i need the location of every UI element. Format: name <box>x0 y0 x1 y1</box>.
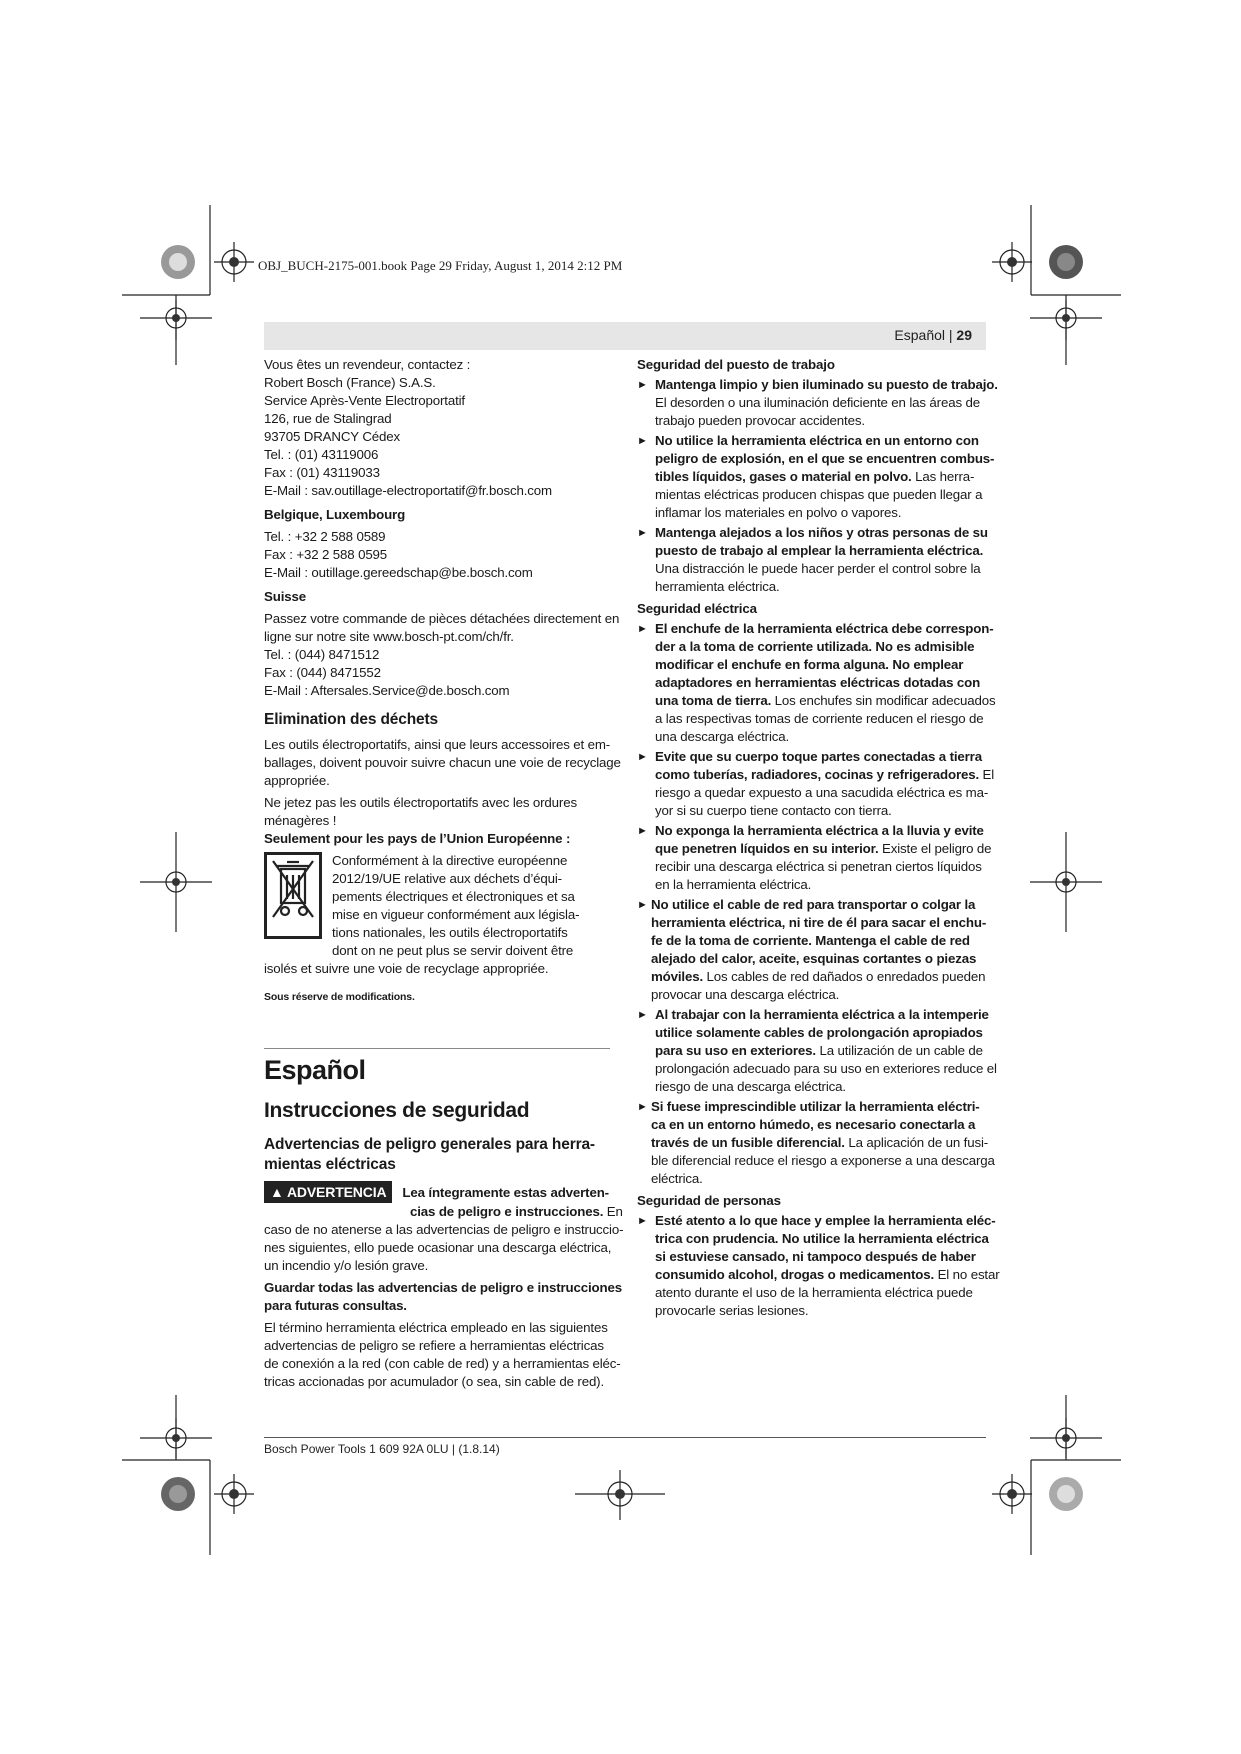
text-line: Vous êtes un revendeur, contactez : <box>264 357 471 372</box>
bullet-line <box>651 1134 999 1152</box>
bullet-line <box>655 692 999 710</box>
bullet-item <box>637 376 999 430</box>
text-line: E-Mail : outillage.gereedschap@be.bosch.com <box>264 565 533 580</box>
page-header-bar <box>264 322 986 350</box>
bullet-line <box>655 412 999 430</box>
normal-text: provocar una descarga eléctrica. <box>651 987 840 1002</box>
text-line: El término herramienta eléctrica empleado en las siguientes <box>264 1320 608 1335</box>
text-line: Passez votre commande de pièces détachées directement en <box>264 611 620 626</box>
text-line: Fax : (044) 8471552 <box>264 665 381 680</box>
text-line: Robert Bosch (France) S.A.S. <box>264 375 436 390</box>
bullet-item <box>637 620 999 746</box>
puesto-list <box>637 376 999 596</box>
bullet-line <box>655 1248 999 1266</box>
text-line: Tel. : (044) 8471512 <box>264 647 380 662</box>
normal-text: El no estar <box>934 1267 1000 1282</box>
warning-badge-label: ADVERTENCIA <box>286 1184 387 1200</box>
warning-text <box>264 1221 624 1275</box>
text-line: tricas accionadas por acumulador (o sea, sin cable de red). <box>264 1374 605 1389</box>
bullet-line <box>655 802 999 820</box>
reserve-note: Sous réserve de modifications. <box>264 991 415 1003</box>
bold-text: adaptadores en herramientas eléctricas dotadas con <box>655 675 981 690</box>
bullet-line <box>655 504 999 522</box>
bold-text: consumido alcohol, drogas o medicamentos. <box>655 1267 935 1282</box>
text-line: tions nationales, les outils électroportatifs <box>332 925 568 940</box>
text-line: ballages, doivent pouvoir suivre chacun une voie de recyclage <box>264 755 621 770</box>
bullet-arrow-icon: ► <box>637 825 648 837</box>
bullet-arrow-icon: ► <box>637 379 648 391</box>
bold-text: Mantenga limpio y bien iluminado su puesto de trabajo. <box>655 377 998 392</box>
text-line: mise en vigueur conformément aux législa- <box>332 907 580 922</box>
bold-text: Evite que su cuerpo toque partes conectadas a tierra <box>655 749 982 764</box>
warning-bold-2: cias de peligro e instrucciones. <box>410 1204 604 1219</box>
text-line: mientas eléctricas <box>264 1156 396 1173</box>
normal-text: herramienta eléctrica. <box>655 579 780 594</box>
bold-text: móviles. <box>651 969 704 984</box>
text-line: Ne jetez pas les outils électroportatifs avec les ordures <box>264 795 577 810</box>
normal-text: eléctrica. <box>651 1171 703 1186</box>
bullet-line <box>655 376 999 394</box>
normal-text: La aplicación de un fusi- <box>844 1135 989 1150</box>
bullet-line <box>655 1302 999 1320</box>
warning-bold-1: Lea íntegramente estas adverten- <box>402 1185 609 1200</box>
bullet-line <box>655 1266 999 1284</box>
elimination-paragraph-2 <box>264 794 612 830</box>
bullet-arrow-icon: ► <box>637 623 648 635</box>
bullet-item <box>637 1006 999 1096</box>
bullet-line <box>651 914 999 932</box>
text-line: E-Mail : sav.outillage-electroportatif@fr.bosch.com <box>264 483 552 498</box>
bullet-line <box>655 450 999 468</box>
bullet-line <box>655 1024 999 1042</box>
text-line: Fax : +32 2 588 0595 <box>264 547 388 562</box>
belgique-contact <box>264 528 612 582</box>
bullet-line <box>655 1042 999 1060</box>
text-line: Service Après-Vente Electroportatif <box>264 393 465 408</box>
bullet-line <box>655 840 999 858</box>
guardar-text <box>264 1279 622 1315</box>
text-line: Tel. : (01) 43119006 <box>264 447 379 462</box>
bullet-line <box>651 950 999 968</box>
bullet-line <box>655 748 999 766</box>
bullet-line <box>651 932 999 950</box>
bullet-line <box>655 542 999 560</box>
bold-text: ca en un entorno húmedo, es necesario conectarla a <box>651 1117 976 1132</box>
bullet-line <box>651 1170 999 1188</box>
text-line: Fax : (01) 43119033 <box>264 465 380 480</box>
bullet-line <box>655 728 999 746</box>
bullet-line <box>655 674 999 692</box>
weee-block <box>264 852 612 960</box>
bullet-line <box>655 578 999 596</box>
bullet-line <box>655 1284 999 1302</box>
text-line: Tel. : +32 2 588 0589 <box>264 529 386 544</box>
weee-crossed-bin-icon <box>264 852 322 939</box>
belgique-title: Belgique, Luxembourg <box>264 507 406 522</box>
bold-text: herramienta eléctrica, ni tire de él para sacar el enchu- <box>651 915 987 930</box>
bullet-line <box>655 1212 999 1230</box>
bold-text: tibles líquidos, gases o material en polvo. <box>655 469 912 484</box>
text-line: 93705 DRANCY Cédex <box>264 429 401 444</box>
bold-text: No utilice el cable de red para transportar o colgar la <box>651 897 976 912</box>
text-line: para futuras consultas. <box>264 1298 407 1313</box>
normal-text: en la herramienta eléctrica. <box>655 877 812 892</box>
normal-text: trabajo pueden provocar accidentes. <box>655 413 865 428</box>
normal-text: Los enchufes sin modificar adecuados <box>771 693 996 708</box>
bold-text: No exponga la herramienta eléctrica a la lluvia y evite <box>655 823 984 838</box>
bullet-item <box>637 524 999 596</box>
normal-text: mientas eléctricas producen chispas que pueden llegar a <box>655 487 983 502</box>
electrica-heading: Seguridad eléctrica <box>637 601 757 616</box>
footer-rule <box>264 1437 986 1438</box>
bullet-item <box>637 748 999 820</box>
advertencias-heading <box>264 1135 612 1175</box>
bullet-line <box>655 524 999 542</box>
bullet-item <box>637 822 999 894</box>
bold-text: fe de la toma de corriente. Mantenga el cable de red <box>651 933 970 948</box>
suisse-title: Suisse <box>264 589 306 604</box>
bold-text: través de un fusible diferencial. <box>651 1135 845 1150</box>
bullet-line <box>651 1116 999 1134</box>
bullet-line <box>651 968 999 986</box>
bullet-line <box>655 656 999 674</box>
text-line: 2012/19/UE relative aux déchets d’équi- <box>332 871 562 886</box>
normal-text: Existe el peligro de <box>878 841 992 856</box>
normal-text: El <box>979 767 995 782</box>
bold-text: alejado del calor, aceite, esquinas cortantes o piezas <box>651 951 977 966</box>
elimination-heading: Elimination des déchets <box>264 711 438 728</box>
page-number: 29 <box>956 327 972 343</box>
text-line: Conformément à la directive européenne <box>332 853 568 868</box>
normal-text: Los cables de red dañados o enredados pueden <box>703 969 986 984</box>
bullet-line <box>655 394 999 412</box>
bullet-arrow-icon: ► <box>637 899 648 911</box>
text-line: dont on ne peut plus se servir doivent être <box>332 943 574 958</box>
section-heading: Instrucciones de seguridad <box>264 1099 530 1122</box>
text-line: pements électriques et électroniques et sa <box>332 889 575 904</box>
france-contact <box>264 356 612 500</box>
text-line: E-Mail : Aftersales.Service@de.bosch.com <box>264 683 510 698</box>
bullet-arrow-icon: ► <box>637 527 648 539</box>
suisse-contact <box>264 610 620 700</box>
bold-text: para su uso en exteriores. <box>655 1043 816 1058</box>
electrica-list <box>637 620 999 1188</box>
normal-text: recibir una descarga eléctrica si penetran ciertos líquidos <box>655 859 982 874</box>
bullet-line <box>651 1098 999 1116</box>
normal-text: Las herra- <box>911 469 975 484</box>
text-line: nes siguientes, ello puede ocasionar una descarga eléctrica, <box>264 1240 612 1255</box>
text-line: advertencias de peligro se refiere a herramientas eléctricas <box>264 1338 604 1353</box>
normal-text: Una distracción le puede hacer perder el control sobre la <box>655 561 981 576</box>
normal-text: prolongación adecuado para su uso en exteriores reduce el <box>655 1061 997 1076</box>
bullet-line <box>655 560 999 578</box>
termino-text <box>264 1319 621 1391</box>
bullet-item <box>637 1212 999 1320</box>
bullet-line <box>655 432 999 450</box>
bullet-arrow-icon: ► <box>637 1101 648 1113</box>
warning-tail: En <box>603 1204 623 1219</box>
bold-text: trica con prudencia. No utilice la herramienta eléctrica <box>655 1231 989 1246</box>
bold-text: una toma de tierra. <box>655 693 772 708</box>
bullet-line <box>655 876 999 894</box>
bold-text: peligro de explosión, en el que se encuentren combus- <box>655 451 995 466</box>
bold-text: modificar el enchufe en forma alguna. No emplear <box>655 657 964 672</box>
bold-text: der a la toma de corriente utilizada. No es admisible <box>655 639 975 654</box>
bullet-line <box>655 1006 999 1024</box>
normal-text: provocarle serias lesiones. <box>655 1303 809 1318</box>
header-separator: | <box>945 327 957 343</box>
puesto-heading: Seguridad del puesto de trabajo <box>637 357 835 372</box>
normal-text: El desorden o una iluminación deficiente en las áreas de <box>655 395 980 410</box>
bold-text: No utilice la herramienta eléctrica en un entorno con <box>655 433 979 448</box>
language-heading: Español <box>264 1055 366 1085</box>
normal-text: una descarga eléctrica. <box>655 729 790 744</box>
normal-text: riesgo de una descarga eléctrica. <box>655 1079 846 1094</box>
bold-text: como tuberías, radiadores, cocinas y refrigeradores. <box>655 767 980 782</box>
bold-text: Si fuese imprescindible utilizar la herramienta eléctri- <box>651 1099 980 1114</box>
bullet-arrow-icon: ► <box>637 751 648 763</box>
text-line: ménagères ! <box>264 813 337 828</box>
bullet-line <box>655 766 999 784</box>
bullet-line <box>655 486 999 504</box>
bullet-item <box>637 896 999 1004</box>
bullet-line <box>651 986 999 1004</box>
ue-text <box>332 852 579 960</box>
elimination-paragraph-1 <box>264 736 621 790</box>
page-header <box>894 327 972 343</box>
print-info-line: OBJ_BUCH-2175-001.book Page 29 Friday, August 1, 2014 2:12 PM <box>258 258 623 273</box>
warning-badge: ▲ ADVERTENCIA <box>264 1181 392 1203</box>
bullet-line <box>655 858 999 876</box>
ue-heading: Seulement pour les pays de l’Union Européenne : <box>264 831 571 846</box>
text-line: Advertencias de peligro generales para herra- <box>264 1136 595 1153</box>
text-line: Guardar todas las advertencias de peligro e instrucciones <box>264 1280 622 1295</box>
bullet-line <box>655 822 999 840</box>
text-line: 126, rue de Stalingrad <box>264 411 392 426</box>
bullet-line <box>655 1060 999 1078</box>
normal-text: riesgo a quedar expuesto a una sacudida eléctrica es ma- <box>655 785 989 800</box>
bold-text: Mantenga alejados a los niños y otras personas de su <box>655 525 988 540</box>
bold-text: si estuviese cansado, ni tampoco después de haber <box>655 1249 976 1264</box>
bullet-line <box>651 896 999 914</box>
bullet-line <box>655 620 999 638</box>
text-line: Les outils électroportatifs, ainsi que leurs accessoires et em- <box>264 737 611 752</box>
text-line: un incendio y/o lesión grave. <box>264 1258 429 1273</box>
footer: Bosch Power Tools 1 609 92A 0LU | (1.8.14) <box>264 1442 500 1456</box>
normal-text: ble diferencial reduce el riesgo a exponerse a una descarga <box>651 1153 995 1168</box>
personas-list <box>637 1212 999 1320</box>
text-line: caso de no atenerse a las advertencias de peligro e instruccio- <box>264 1222 624 1237</box>
bullet-line <box>651 1152 999 1170</box>
bold-text: puesto de trabajo al emplear la herramienta eléctrica. <box>655 543 984 558</box>
left-column <box>264 356 624 1391</box>
bold-text: Esté atento a lo que hace y emplee la herramienta eléc- <box>655 1213 996 1228</box>
bullet-item <box>637 432 999 522</box>
bold-text: Al trabajar con la herramienta eléctrica a la intemperie <box>655 1007 989 1022</box>
bullet-arrow-icon: ► <box>637 1009 648 1021</box>
text-line: de conexión a la red (con cable de red) y a herramientas eléc- <box>264 1356 621 1371</box>
bullet-line <box>655 468 999 486</box>
bullet-line <box>655 1230 999 1248</box>
personas-heading: Seguridad de personas <box>637 1193 781 1208</box>
bullet-line <box>655 1078 999 1096</box>
normal-text: atento durante el uso de la herramienta eléctrica puede <box>655 1285 973 1300</box>
text-line: ligne sur notre site www.bosch-pt.com/ch/fr. <box>264 629 514 644</box>
normal-text: a las respectivas tomas de corriente reducen el riesgo de <box>655 711 984 726</box>
normal-text: inflamar los materiales en polvo o vapores. <box>655 505 902 520</box>
bullet-item <box>637 1098 999 1188</box>
bullet-arrow-icon: ► <box>637 435 648 447</box>
bold-text: utilice solamente cables de prolongación apropiados <box>655 1025 983 1040</box>
right-column <box>637 356 999 1320</box>
header-section: Español <box>894 327 945 343</box>
warning-block <box>264 1181 624 1275</box>
bold-text: que penetren líquidos en su interior. <box>655 841 879 856</box>
bullet-line <box>655 710 999 728</box>
bold-text: El enchufe de la herramienta eléctrica debe correspon- <box>655 621 994 636</box>
normal-text: La utilización de un cable de <box>815 1043 983 1058</box>
bullet-line <box>655 638 999 656</box>
text-line: appropriée. <box>264 773 330 788</box>
bullet-line <box>655 784 999 802</box>
ue-text-last: isolés et suivre une voie de recyclage appropriée. <box>264 961 549 976</box>
normal-text: yor si su cuerpo tiene contacto con tierra. <box>655 803 892 818</box>
bullet-arrow-icon: ► <box>637 1215 648 1227</box>
